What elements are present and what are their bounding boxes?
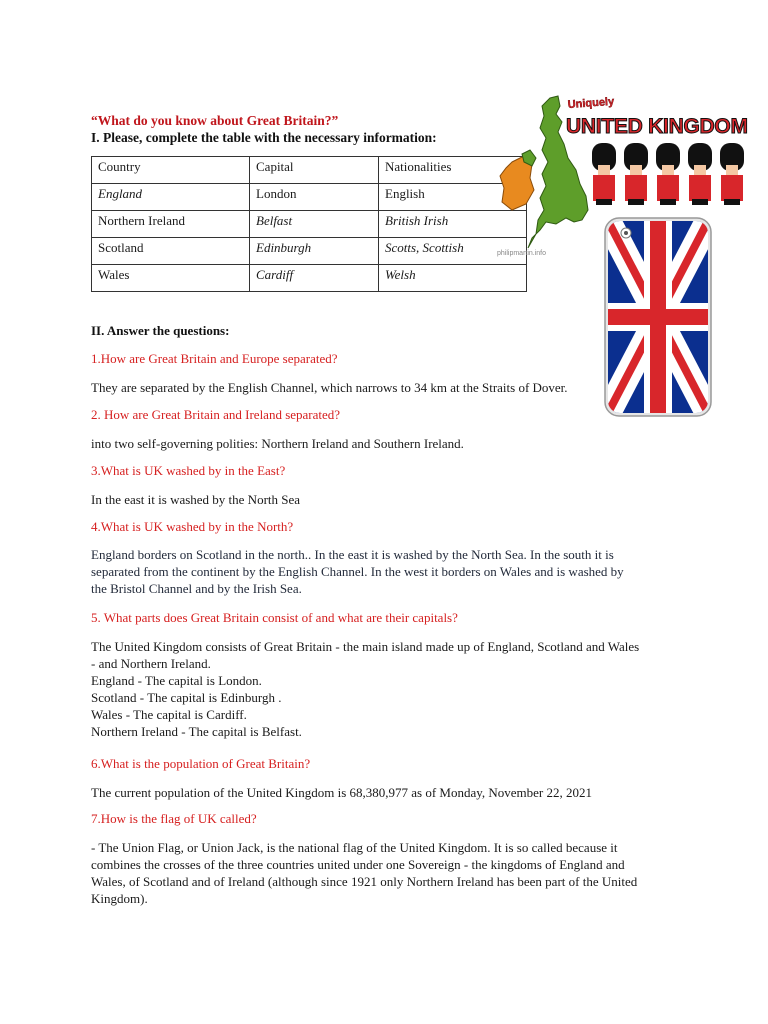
table-cell: Country xyxy=(92,157,250,184)
answer-6 xyxy=(91,784,691,801)
union-jack-phone xyxy=(604,217,712,417)
table-cell: England xyxy=(92,184,250,211)
answer-2 xyxy=(91,435,691,452)
answer-line: Scotland - The capital is Edinburgh . xyxy=(91,690,282,705)
answer-line: combines the crosses of the three countries united under one Sovereign - the kingdoms of England and xyxy=(91,857,625,872)
table-cell: Scotland xyxy=(92,238,250,265)
answer-line: into two self-governing polities: Northern Ireland and Southern Ireland. xyxy=(91,436,464,451)
answer-4 xyxy=(91,546,691,597)
answer-line: Wales - The capital is Cardiff. xyxy=(91,707,247,722)
answer-5 xyxy=(91,638,691,740)
guard-figure xyxy=(720,143,744,205)
table-cell: Belfast xyxy=(250,211,379,238)
answer-line: - and Northern Ireland. xyxy=(91,656,211,671)
guard-figure xyxy=(688,143,712,205)
answer-line: England - The capital is London. xyxy=(91,673,262,688)
answer-line: - The Union Flag, or Union Jack, is the national flag of the United Kingdom. It is so called because it xyxy=(91,840,618,855)
answer-line: separated from the continent by the English Channel. In the west it borders on Wales and is washed by xyxy=(91,564,624,579)
guard-figure xyxy=(656,143,680,205)
table-instruction: I. Please, complete the table with the necessary information: xyxy=(91,130,437,145)
table-row xyxy=(92,211,527,238)
banner-main-text: UNITED KINGDOM xyxy=(566,115,748,138)
table-cell: Northern Ireland xyxy=(92,211,250,238)
table-row xyxy=(92,238,527,265)
question-1: 1.How are Great Britain and Europe separated? xyxy=(91,351,338,366)
guard-figure xyxy=(624,143,648,205)
table-cell: Welsh xyxy=(379,265,527,292)
section-heading: II. Answer the questions: xyxy=(91,323,230,338)
answer-line: Northern Ireland - The capital is Belfast. xyxy=(91,724,302,739)
answer-1 xyxy=(91,379,691,396)
answer-line: Kingdom). xyxy=(91,891,148,906)
question-3: 3.What is UK washed by in the East? xyxy=(91,463,286,478)
table-cell: English xyxy=(379,184,527,211)
table-cell: Scotts, Scottish xyxy=(379,238,527,265)
answer-7 xyxy=(91,839,691,907)
table-cell: Wales xyxy=(92,265,250,292)
table-cell: Cardiff xyxy=(250,265,379,292)
question-7: 7.How is the flag of UK called? xyxy=(91,811,257,826)
question-5: 5. What parts does Great Britain consist of and what are their capitals? xyxy=(91,610,458,625)
question-4: 4.What is UK washed by in the North? xyxy=(91,519,294,534)
table-cell: Edinburgh xyxy=(250,238,379,265)
table-row xyxy=(92,265,527,292)
answer-line: the Bristol Channel and by the Irish Sea. xyxy=(91,581,302,596)
table-cell: London xyxy=(250,184,379,211)
answer-line: The current population of the United Kingdom is 68,380,977 as of Monday, November 22, 2021 xyxy=(91,785,593,800)
uniquely-uk-banner xyxy=(556,95,756,210)
answer-3 xyxy=(91,491,691,508)
table-cell: British Irish xyxy=(379,211,527,238)
answer-line: They are separated by the English Channel, which narrows to 34 km at the Straits of Dover. xyxy=(91,380,568,395)
table-cell: Capital xyxy=(250,157,379,184)
union-jack-flag xyxy=(608,221,708,413)
worksheet-title: “What do you know about Great Britain?” xyxy=(91,113,339,128)
answer-line: Wales, of Scotland and of Ireland (although since 1921 only Northern Ireland has been part of the United xyxy=(91,874,638,889)
table-row xyxy=(92,157,527,184)
countries-table xyxy=(91,156,527,292)
question-2: 2. How are Great Britain and Ireland separated? xyxy=(91,407,341,422)
banner-top-text: Uniquely xyxy=(567,95,615,111)
map-caption: philipmartin.info xyxy=(497,250,547,257)
table-row xyxy=(92,184,527,211)
answer-line: England borders on Scotland in the north.. In the east it is washed by the North Sea. In the south it is xyxy=(91,547,614,562)
table-cell: Nationalities xyxy=(379,157,527,184)
guard-figure xyxy=(592,143,616,205)
answer-line: The United Kingdom consists of Great Britain - the main island made up of England, Scotland and Wales xyxy=(91,639,640,654)
question-6: 6.What is the population of Great Britain? xyxy=(91,756,311,771)
answer-line: In the east it is washed by the North Sea xyxy=(91,492,301,507)
